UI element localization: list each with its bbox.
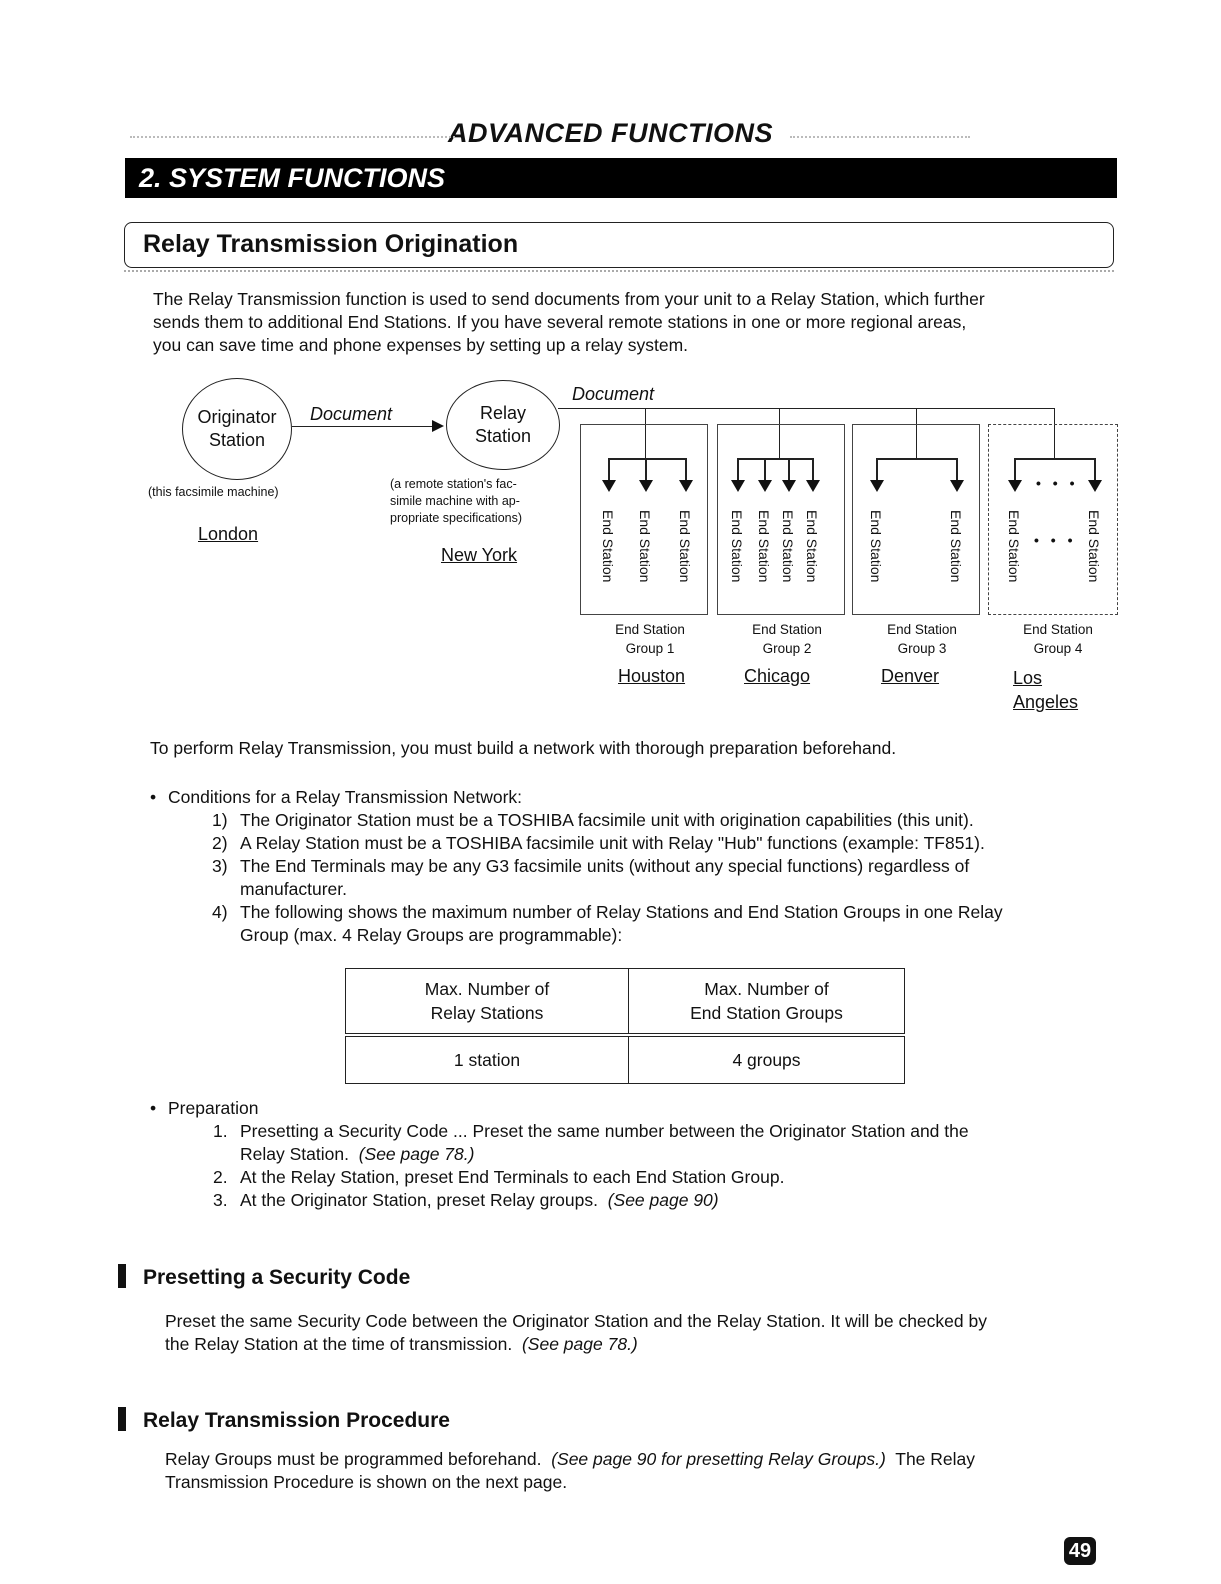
heading-bar-icon: [118, 1407, 126, 1431]
end-station-label: End Station: [637, 510, 653, 583]
arrow-down-icon: [950, 480, 964, 492]
arrow-down-icon: [731, 480, 745, 492]
body-line: Relay Groups must be programmed beforehand.: [165, 1449, 542, 1469]
header-line: End Station Groups: [690, 1003, 843, 1023]
arrow-down-icon: [806, 480, 820, 492]
item-number: 3): [212, 856, 228, 876]
item-number: 1): [212, 810, 228, 830]
intro-line: The Relay Transmission function is used to send documents from your unit to a Relay Station, which further: [153, 289, 985, 309]
end-station-label: End Station: [804, 510, 820, 583]
node-label: Station: [474, 426, 532, 446]
arrow-down-icon: [782, 480, 796, 492]
page-reference: (See page 90 for presetting Relay Groups.): [551, 1449, 886, 1469]
document-label: Document: [572, 384, 655, 404]
group-1-city: Houston: [618, 666, 686, 686]
branch-line: [812, 458, 814, 480]
branch-line: [737, 458, 813, 460]
branch-line: [608, 458, 686, 460]
group-label-line: Group 4: [1033, 641, 1083, 656]
heading-text: Relay Transmission Procedure: [143, 1409, 450, 1432]
arrow-down-icon: [1008, 480, 1022, 492]
bullet-icon: •: [150, 787, 157, 807]
intro-line: you can save time and phone expenses by setting up a relay system.: [153, 335, 689, 355]
arrow-down-icon: [1088, 480, 1102, 492]
body-line: Transmission Procedure is shown on the next page.: [165, 1472, 568, 1492]
group-label-line: End Station: [615, 622, 685, 637]
security-section-body: [165, 1310, 1125, 1356]
body-line: The Relay: [895, 1449, 976, 1469]
conditions-heading: Conditions for a Relay Transmission Network:: [168, 787, 523, 807]
trunk-line: [558, 408, 1055, 409]
body-line: Preset the same Security Code between the Originator Station and the Relay Station. It will be checked by: [165, 1311, 987, 1331]
header-line: Max. Number of: [424, 979, 550, 999]
preparation-item: At the Originator Station, preset Relay groups.: [240, 1190, 598, 1210]
preparation-item: Relay Station.: [240, 1144, 349, 1164]
relay-station-node: [446, 380, 560, 470]
table-cell: 4 groups: [629, 1035, 905, 1084]
heading-text: Presetting a Security Code: [143, 1266, 411, 1289]
ellipsis-icon: • • •: [1036, 475, 1079, 491]
originator-note: (this facsimile machine): [148, 485, 279, 499]
arrow-down-icon: [870, 480, 884, 492]
header-line: Relay Stations: [430, 1003, 544, 1023]
group-label-line: End Station: [752, 622, 822, 637]
group-2-label: [727, 620, 847, 658]
end-station-label: End Station: [780, 510, 796, 583]
end-station-label: End Station: [756, 510, 772, 583]
condition-item: A Relay Station must be a TOSHIBA facsimile unit with Relay "Hub" functions (example: TF851).: [240, 833, 985, 853]
city-line: Angeles: [1013, 692, 1079, 712]
end-station-label: End Station: [1086, 510, 1102, 583]
preparation-item: At the Relay Station, preset End Terminals to each End Station Group.: [240, 1167, 785, 1187]
page-reference: (See page 78.): [358, 1144, 475, 1164]
condition-item: The following shows the maximum number of Relay Stations and End Station Groups in one Relay: [240, 902, 1003, 922]
table-header-cell: [629, 969, 905, 1036]
group-2-city: Chicago: [744, 666, 811, 686]
node-label: Originator: [197, 407, 277, 427]
security-section-heading: [118, 1264, 410, 1290]
branch-line: [608, 458, 610, 480]
arrow-down-icon: [639, 480, 653, 492]
branch-line: [737, 458, 739, 480]
condition-item: manufacturer.: [240, 879, 347, 899]
group-4-label: [998, 620, 1118, 658]
note-line: (a remote station's fac-: [390, 477, 517, 491]
conditions-list: [150, 786, 1120, 947]
page-reference: (See page 90): [607, 1190, 719, 1210]
page-title: Relay Transmission Origination: [143, 230, 519, 258]
branch-line: [645, 458, 647, 480]
bullet-icon: •: [150, 1098, 157, 1118]
table-row: [346, 1035, 905, 1084]
item-number: 1.: [213, 1121, 228, 1141]
item-number: 3.: [213, 1190, 228, 1210]
item-number: 2.: [213, 1167, 228, 1187]
page-reference: (See page 78.): [521, 1334, 638, 1354]
document-arrow-line: [292, 426, 438, 427]
branch-line: [956, 458, 958, 480]
section-title: 2. SYSTEM FUNCTIONS: [139, 163, 446, 193]
relay-note: [390, 476, 522, 527]
end-station-label: End Station: [677, 510, 693, 583]
group-label-line: End Station: [1023, 622, 1093, 637]
relay-city: New York: [441, 545, 518, 565]
group-label-line: Group 1: [625, 641, 675, 656]
branch-line: [1094, 458, 1096, 480]
arrow-down-icon: [679, 480, 693, 492]
city-line: Los: [1013, 668, 1043, 688]
procedure-section-heading: [118, 1407, 450, 1433]
item-number: 4): [212, 902, 228, 922]
relay-diagram: [0, 0, 1221, 720]
end-station-label: End Station: [729, 510, 745, 583]
condition-item: The End Terminals may be any G3 facsimile units (without any special functions) regardless of: [240, 856, 970, 876]
group-label-line: Group 3: [897, 641, 947, 656]
end-station-label: End Station: [948, 510, 964, 583]
ellipsis-icon: • • •: [1034, 532, 1077, 548]
arrow-down-icon: [758, 480, 772, 492]
max-numbers-table: [345, 968, 905, 1084]
group-3-city: Denver: [881, 666, 940, 686]
heading-bar-icon: [118, 1264, 126, 1288]
end-station-label: End Station: [600, 510, 616, 583]
page-number-badge: 49: [1064, 1537, 1096, 1565]
node-label: Relay: [479, 403, 526, 423]
running-title: ADVANCED FUNCTIONS: [448, 118, 773, 148]
group-label-line: Group 2: [762, 641, 812, 656]
arrow-down-icon: [602, 480, 616, 492]
preparation-item: Presetting a Security Code ... Preset the same number between the Originator Station and the: [240, 1121, 969, 1141]
procedure-section-body: [165, 1448, 1125, 1494]
condition-item: The Originator Station must be a TOSHIBA facsimile unit with origination capabilities (this unit).: [240, 810, 974, 830]
end-station-label: End Station: [868, 510, 884, 583]
table-header-row: [346, 969, 905, 1036]
originator-station-node: [182, 378, 292, 480]
table-cell: 1 station: [346, 1035, 629, 1084]
branch-line: [788, 458, 790, 480]
item-number: 2): [212, 833, 228, 853]
branch-line: [685, 458, 687, 480]
branch-line: [1014, 458, 1095, 460]
document-label: Document: [310, 404, 393, 424]
network-note: To perform Relay Transmission, you must build a network with thorough preparation beforehand.: [150, 738, 897, 758]
end-station-label: End Station: [1006, 510, 1022, 583]
preparation-list: [150, 1097, 1120, 1212]
header-line: Max. Number of: [704, 979, 829, 999]
group-label-line: End Station: [887, 622, 957, 637]
note-line: simile machine with ap-: [390, 494, 520, 508]
note-line: propriate specifications): [390, 511, 523, 525]
intro-line: sends them to additional End Stations. If you have several remote stations in one or more regional areas,: [153, 312, 967, 332]
branch-line: [764, 458, 766, 480]
group-1-label: [590, 620, 710, 658]
preparation-heading: Preparation: [168, 1098, 259, 1118]
arrow-right-icon: [432, 420, 444, 432]
branch-line: [1014, 458, 1016, 480]
condition-item: Group (max. 4 Relay Groups are programmable):: [240, 925, 623, 945]
branch-line: [876, 458, 878, 480]
originator-city: London: [198, 524, 259, 544]
node-label: Station: [208, 430, 266, 450]
group-4-city: [1013, 666, 1078, 714]
branch-line: [876, 458, 957, 460]
group-3-label: [862, 620, 982, 658]
body-line: the Relay Station at the time of transmission.: [165, 1334, 513, 1354]
table-header-cell: [346, 969, 629, 1036]
